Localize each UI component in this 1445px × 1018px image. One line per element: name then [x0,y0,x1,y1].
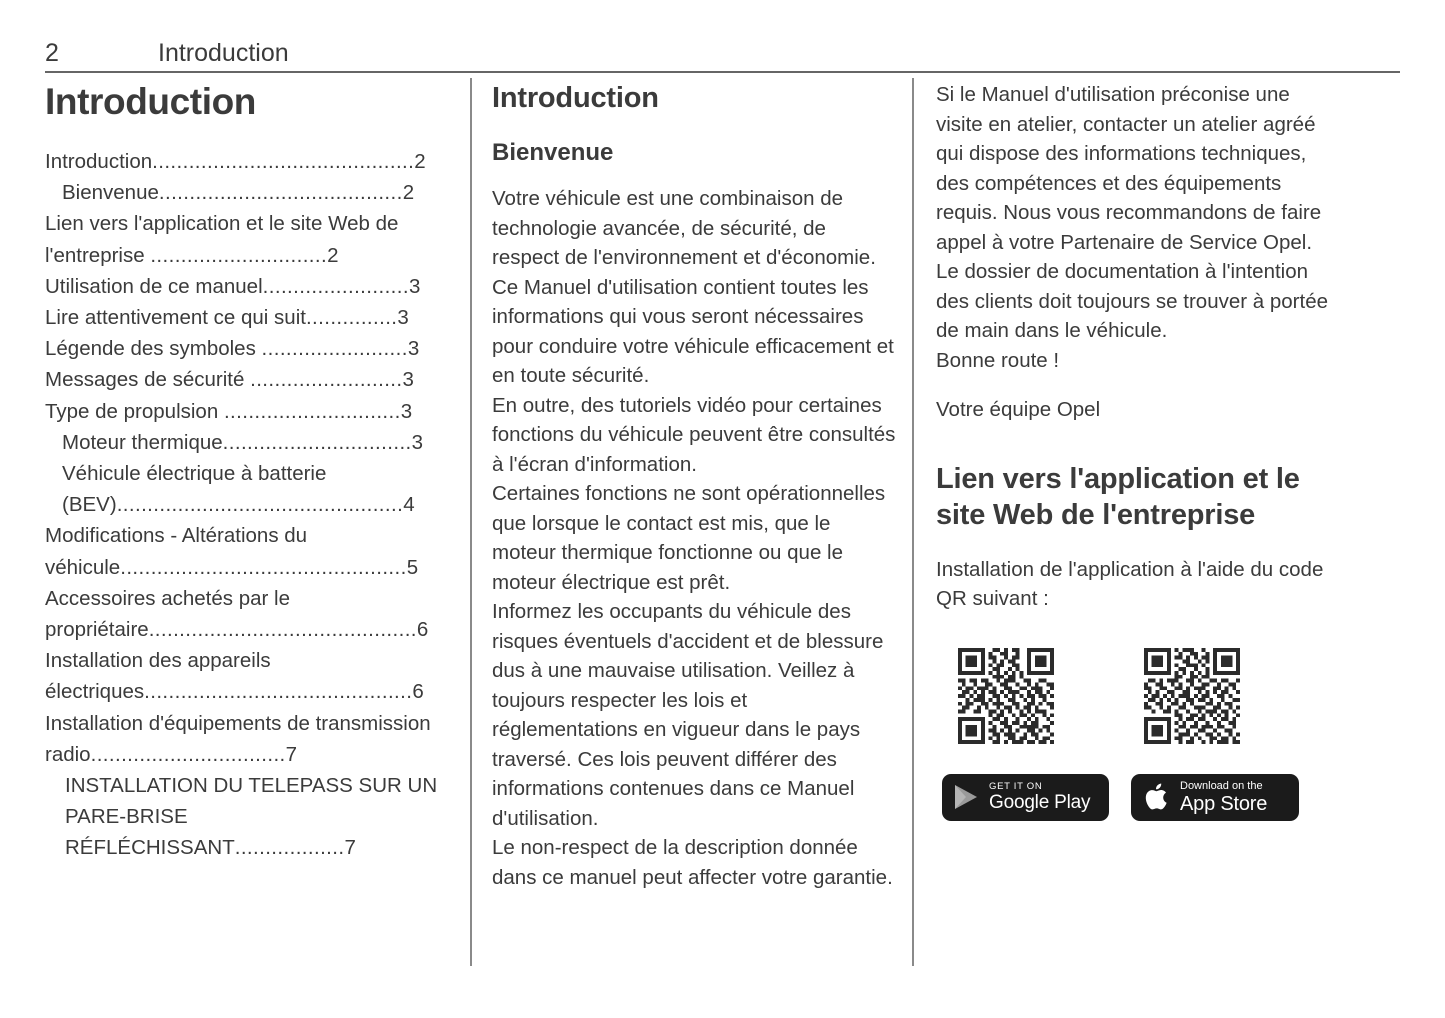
left-column [45,80,450,864]
body-paragraph: Le dossier de documentation à l'intention des clients doit toujours se trouver à portée de main dans le véhicule. [936,260,1328,342]
app-store-badge[interactable] [1131,774,1299,821]
toc-entry[interactable] [45,208,450,270]
body-paragraph: Votre véhicule est une combinaison de technologie avancée, de sécurité, de respect de l'environnement et d'économie. [492,187,876,269]
body-paragraph: Informez les occupants du véhicule des risques éventuels d'accident et de blessure dus à une mauvaise utilisation. Veillez à toujours respecter les lois et réglementations en vigueur dans le pays traversé. Ces lois peuvent différer des informations contenues dans ce Manuel d'utilisation. [492,600,884,830]
toc-entry-leader: ............................... [222,430,412,454]
toc-entry-page: 4 [403,493,415,517]
chapter-title: Introduction [45,81,256,122]
toc-entry[interactable] [45,583,450,645]
toc-entry[interactable] [45,333,450,364]
toc-entry-label: Lien vers l'application et le site Web de l'entreprise [45,212,399,267]
header-row [45,38,1400,68]
table-of-contents [45,146,450,864]
toc-entry[interactable] [45,302,450,333]
google-play-badge-small-label: GET IT ON [989,781,1043,792]
body-paragraph: Certaines fonctions ne sont opérationnelles que lorsque le contact est mis, que le moteur thermique fonctionne ou que le moteur électrique est prêt. [492,482,886,594]
section-spacer [936,425,1341,461]
toc-entry-page: 3 [402,368,414,392]
qr-instruction-text: Installation de l'application à l'aide du code QR suivant : [936,557,1324,610]
qr-code-row [958,648,1341,744]
toc-entry[interactable] [45,146,450,177]
page-header [45,38,1400,74]
toc-entry[interactable] [45,427,450,458]
google-play-badge[interactable] [942,774,1109,821]
toc-entry-page: 3 [397,306,409,330]
toc-entry-label: Accessoires achetés par le propriétaire [45,586,290,642]
store-links-block [936,648,1341,821]
app-store-badge-big-label: App Store [1180,792,1268,815]
google-play-qr-code[interactable] [958,648,1054,744]
column-divider-2 [912,78,914,966]
toc-entry-label: Légende des symboles [45,337,262,361]
toc-entry[interactable] [45,770,450,864]
toc-entry-leader: ............................. [150,243,328,267]
toc-entry-leader: ............................................... [120,555,407,579]
toc-entry-page: 3 [411,430,424,454]
toc-entry-page: 2 [402,181,415,205]
toc-entry-label: INSTALLATION DU TELEPASS SUR UN PARE-BRISE RÉFLÉCHISSANT [65,774,438,860]
body-paragraph: Bonne route ! [936,348,1060,372]
toc-entry-label: Bienvenue [62,181,159,205]
apple-icon [1144,781,1171,813]
toc-entry-leader: ............................................... [116,493,404,517]
toc-entry-label: Introduction [45,150,153,173]
toc-entry-leader: ......................... [250,368,403,392]
toc-entry-page: 2 [414,150,426,173]
google-play-badge-text [989,781,1090,813]
toc-entry-page: 6 [412,680,424,704]
toc-entry[interactable] [45,177,450,208]
toc-entry-leader: ............................................ [148,618,417,642]
toc-entry-page: 7 [285,742,298,766]
header-rule [45,71,1400,73]
toc-entry-leader: ........................ [262,274,409,298]
toc-entry-leader: ........................................ [158,181,403,205]
middle-column-body [492,184,897,892]
middle-column [492,80,897,892]
toc-entry-label: Messages de sécurité [45,368,251,392]
right-column-body [936,80,1341,375]
toc-entry-leader: ................................ [90,742,286,766]
toc-entry-page: 5 [406,555,419,579]
toc-entry[interactable] [45,458,450,520]
toc-entry-label: Type de propulsion [45,399,224,423]
toc-entry-leader: ........................ [261,337,408,361]
google-play-badge-big-label: Google Play [989,792,1091,813]
toc-entry-page: 3 [407,337,420,361]
toc-entry-leader: ............................................ [144,680,413,704]
toc-entry[interactable] [45,645,450,707]
toc-entry[interactable] [45,271,450,302]
toc-entry-label: Moteur thermique [62,430,223,454]
body-paragraph: En outre, des tutoriels vidéo pour certaines fonctions du véhicule peuvent être consultés à l'écran d'information. [492,393,896,476]
toc-entry-label: Utilisation de ce manuel [45,274,263,298]
header-title: Introduction [158,39,289,67]
toc-entry-label: Lire attentivement ce qui suit [45,306,306,330]
toc-entry-label: Modifications - Altérations du véhicule [45,524,308,579]
section-heading-introduction: Introduction [492,82,659,114]
toc-entry-page: 3 [400,399,413,423]
toc-entry-label: Installation d'équipements de transmission radio [45,711,431,766]
right-column [936,80,1341,821]
toc-entry[interactable] [45,708,450,770]
subsection-heading-bienvenue: Bienvenue [492,139,614,166]
toc-entry[interactable] [45,520,450,582]
toc-entry[interactable] [45,364,450,395]
body-paragraph: Le non-respect de la description donnée dans ce manuel peut affecter votre garantie. [492,836,893,889]
toc-entry-page: 6 [416,618,429,642]
page-number: 2 [45,39,59,67]
app-store-badge-small-label: Download on the [1180,779,1263,792]
store-badge-row [942,774,1341,821]
google-play-icon [953,783,979,811]
toc-entry-leader: .................. [234,836,345,860]
column-divider-1 [470,78,472,966]
app-store-badge-text [1180,780,1267,815]
body-paragraph: Si le Manuel d'utilisation préconise une visite en atelier, contacter un atelier agréé qui dispose des informations techniques, des compétences et des équipements requis. Nous vous recommandons de faire appel à votre Partenaire de Service Opel. [936,83,1322,254]
sign-off: Votre équipe Opel [936,398,1101,421]
toc-entry-label: Installation des appareils électriques [45,649,271,704]
toc-entry-page: 7 [344,836,356,860]
body-paragraph: Ce Manuel d'utilisation contient toutes les informations qui vous seront nécessaires pour conduire votre véhicule efficacement et en toute sécurité. [492,275,894,387]
toc-entry-leader: ............................. [223,399,401,423]
section-heading-app-link: Lien vers l'application et le site Web de l'entreprise [936,462,1300,531]
toc-entry-page: 2 [327,243,339,267]
toc-entry-page: 3 [408,274,421,298]
app-store-qr-code[interactable] [1144,648,1240,744]
toc-entry-label: Véhicule électrique à batterie (BEV) [62,462,327,517]
toc-entry[interactable] [45,396,450,427]
toc-entry-leader: ........................................... [152,150,415,173]
toc-entry-leader: ............... [305,306,398,330]
